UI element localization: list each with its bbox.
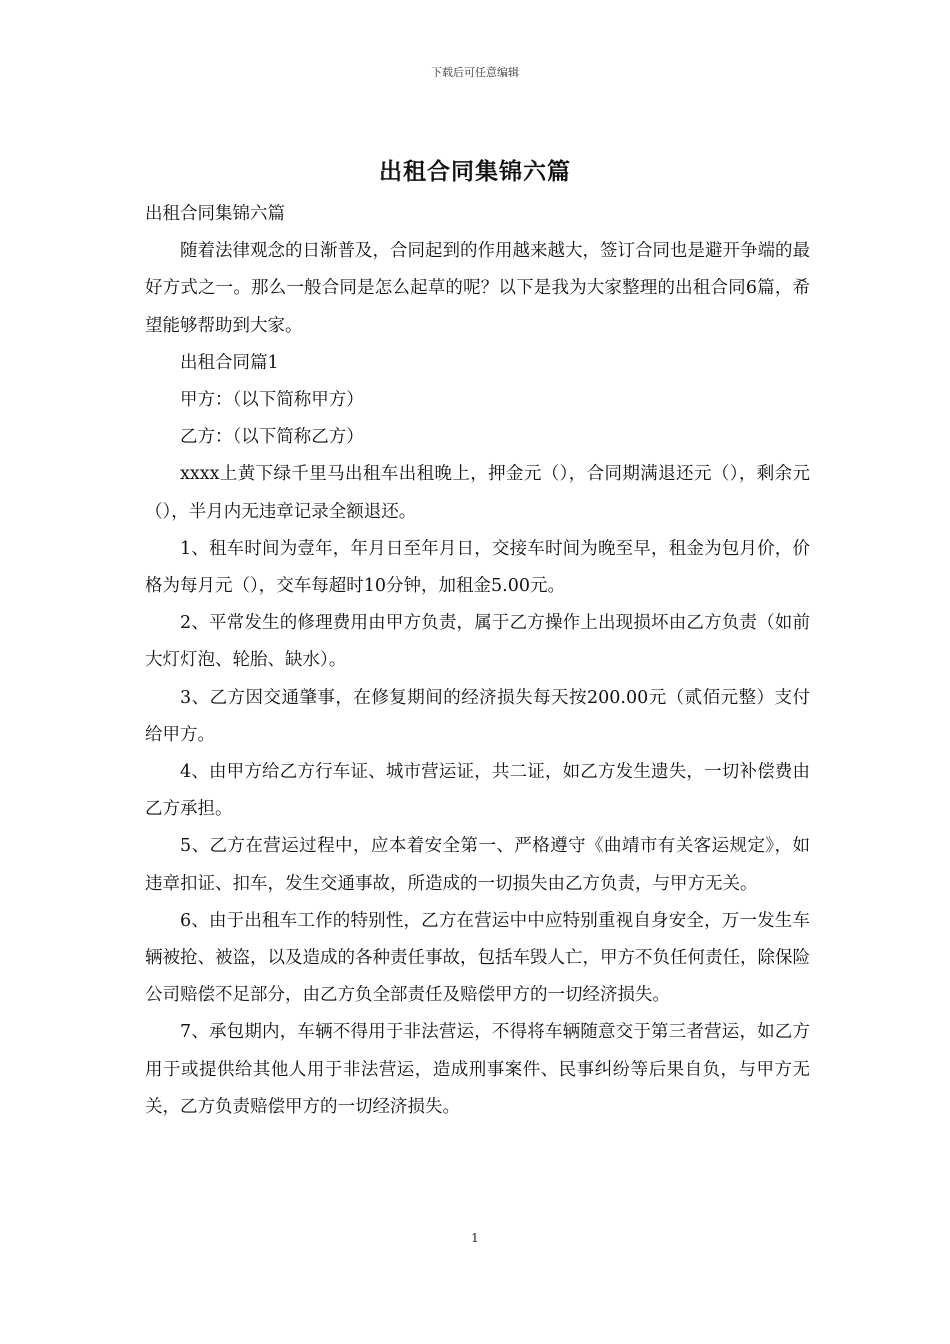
deposit-paragraph: xxxx上黄下绿千里马出租车出租晚上，押金元（），合同期满退还元（），剩余元（），半月内无违章记录全额退还。 — [145, 464, 810, 522]
subtitle-paragraph: 出租合同集锦六篇 — [145, 204, 285, 224]
clause-7: 7、承包期内，车辆不得用于非法营运，不得将车辆随意交于第三者营运，如乙方用于或提供给其他人用于非法营运，造成刑事案件、民事纠纷等后果自负，与甲方无关，乙方负责赔偿甲方的一切经济损失。 — [145, 1022, 810, 1117]
party-b-line: 乙方：（以下简称乙方） — [180, 427, 364, 448]
clause-6: 6、由于出租车工作的特别性，乙方在营运中中应特别重视自身安全，万一发生车辆被抢、被盗，以及造成的各种责任事故，包括车毁人亡，甲方不负任何责任，除保险公司赔偿不足部分，由乙方负全部责任及赔偿甲方的一切经济损失。 — [145, 910, 810, 1006]
section-heading: 出租合同篇1 — [180, 352, 279, 373]
intro-paragraph: 随着法律观念的日渐普及，合同起到的作用越来越大，签订合同也是避开争端的最好方式之一。那么一般合同是怎么起草的呢？以下是我为大家整理的出租合同6篇，希望能够帮助到大家。 — [145, 241, 810, 336]
page-number: 1 — [471, 1231, 479, 1245]
clause-2: 2、平常发生的修理费用由甲方负责，属于乙方操作上出现损坏由乙方负责（如前大灯灯泡、轮胎、缺水）。 — [145, 613, 810, 671]
document-title: 出租合同集锦六篇 — [379, 158, 571, 185]
clause-4: 4、由甲方给乙方行车证、城市营运证，共二证，如乙方发生遗失，一切补偿费由乙方承担。 — [145, 762, 810, 820]
clause-3: 3、乙方因交通肇事，在修复期间的经济损失每天按200.00元（贰佰元整）支付给甲方。 — [145, 687, 810, 745]
party-a-line: 甲方：（以下简称甲方） — [180, 390, 364, 411]
header-note: 下载后可任意编辑 — [431, 66, 519, 79]
clause-1: 1、租车时间为壹年，年月日至年月日，交接车时间为晚至早，租金为包月价，价格为每月元（），交车每超时10分钟，加租金5.00元。 — [145, 538, 810, 597]
clause-5: 5、乙方在营运过程中，应本着安全第一、严格遵守《曲靖市有关客运规定》，如违章扣证、扣车，发生交通事故，所造成的一切损失由乙方负责，与甲方无关。 — [145, 836, 810, 894]
document-body — [145, 196, 810, 1126]
